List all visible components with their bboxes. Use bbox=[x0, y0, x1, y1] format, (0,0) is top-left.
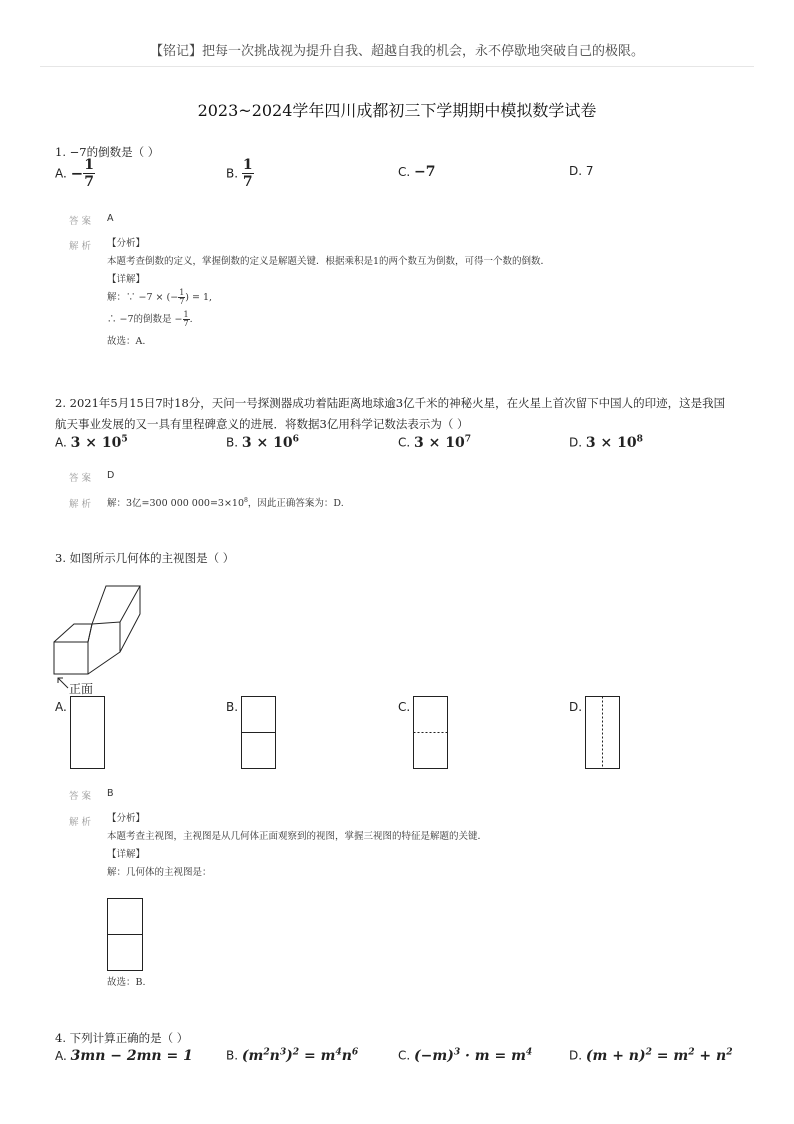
option-math bbox=[414, 435, 471, 451]
option-label: D. bbox=[569, 435, 583, 450]
explanation-line: 故选：A. bbox=[107, 336, 146, 347]
base: 3 × 10 bbox=[585, 434, 637, 451]
front-face bbox=[54, 642, 88, 674]
question-4-stem: 4. 下列计算正确的是（ ） bbox=[55, 1031, 189, 1045]
front-arrow bbox=[58, 678, 68, 688]
option-math: 3mn − 2mn = 1 bbox=[70, 1048, 193, 1064]
q1-answer: A bbox=[107, 213, 114, 224]
q4-option-b[interactable] bbox=[226, 1046, 358, 1064]
q2-option-c[interactable] bbox=[398, 433, 471, 451]
q2-option-a[interactable] bbox=[55, 433, 128, 451]
option-label: B. bbox=[226, 1048, 239, 1063]
motto-banner: 【铭记】把每一次挑战视为提升自我、超越自我的机会，永不停歇地突破自己的极限。 bbox=[149, 44, 644, 59]
option-math bbox=[242, 435, 299, 451]
minus-sign: − bbox=[70, 164, 84, 183]
explanation-line: 解：几何体的主视图是： bbox=[107, 867, 212, 878]
rect-outline bbox=[71, 697, 105, 769]
expr-text: ) = 1, bbox=[185, 292, 213, 303]
denominator: 7 bbox=[183, 319, 189, 328]
option-math bbox=[71, 435, 128, 451]
base: 3 × 10 bbox=[414, 434, 465, 451]
numerator: 1 bbox=[183, 310, 189, 319]
option-label: C. bbox=[398, 435, 411, 450]
q3-answer: B bbox=[107, 788, 114, 799]
q3-solution-figure bbox=[107, 898, 145, 972]
option-label: B. bbox=[226, 435, 239, 450]
q1-option-a[interactable] bbox=[55, 158, 95, 189]
page-title: 2023~2024学年四川成都初三下学期期中模拟数学试卷 bbox=[197, 101, 597, 120]
option-math bbox=[586, 435, 643, 451]
q3-option-b-label[interactable]: B. bbox=[226, 700, 239, 714]
answer-tag: 答案 bbox=[69, 791, 95, 802]
analysis-tag: 解析 bbox=[69, 241, 95, 252]
stem-line: 2. 2021年5月15日7时18分，天问一号探测器成功着陆距离地球逾3亿千米的神秘火星，在火星上首次留下中国人的印迹，这是我国 bbox=[55, 396, 726, 410]
q4-option-a[interactable] bbox=[55, 1048, 193, 1064]
front-label: 正面 bbox=[69, 682, 94, 696]
numerator: 1 bbox=[242, 157, 253, 173]
base: 3 × 10 bbox=[70, 434, 122, 451]
header-divider bbox=[40, 66, 754, 67]
option-label: C. bbox=[398, 165, 411, 179]
q2-answer: D bbox=[107, 470, 115, 481]
option-text: 7 bbox=[585, 164, 594, 178]
q3-option-d-figure[interactable] bbox=[585, 696, 621, 770]
q1-explanation bbox=[107, 235, 550, 351]
expr-text: . bbox=[189, 314, 193, 325]
slanted-face bbox=[92, 586, 140, 624]
fraction bbox=[83, 158, 95, 189]
exponent: 7 bbox=[464, 433, 472, 444]
q1-option-b[interactable] bbox=[226, 158, 254, 189]
q3-option-c-figure[interactable] bbox=[413, 696, 449, 770]
denominator: 7 bbox=[84, 174, 94, 190]
q3-option-a-figure[interactable] bbox=[70, 696, 106, 770]
q2-explanation bbox=[107, 492, 344, 513]
explanation-line: 本题考查主视图，主视图是从几何体正面观察到的视图，掌握三视图的特征是解题的关键． bbox=[107, 831, 488, 842]
analysis-heading: 【分析】 bbox=[107, 813, 146, 824]
option-label: A. bbox=[55, 166, 67, 181]
question-1-stem: 1. −7的倒数是（ ） bbox=[55, 145, 160, 159]
question-3-stem: 3. 如图所示几何体的主视图是（ ） bbox=[55, 551, 235, 565]
expr-text: 解：∵ −7 × (− bbox=[107, 292, 179, 303]
expr-text: ，因此正确答案为：D. bbox=[247, 498, 344, 510]
base: 3 × 10 bbox=[241, 434, 293, 451]
option-label: A. bbox=[55, 435, 67, 450]
option-math: $(m^2n^3)^2 = m^4n^6$ bbox=[241, 1046, 359, 1064]
stem-line: 航天事业发展的又一具有里程碑意义的进展．将数据3亿用科学记数法表示为（ ） bbox=[55, 417, 469, 431]
top-face-lower bbox=[54, 624, 92, 642]
exponent: 8 bbox=[636, 433, 643, 444]
q4-option-c[interactable] bbox=[398, 1046, 532, 1064]
option-math: $(m + n)^2 = m^2 + n^2$ bbox=[585, 1046, 733, 1064]
q3-option-c-label[interactable]: C. bbox=[398, 700, 411, 714]
q4-option-d[interactable] bbox=[569, 1046, 733, 1064]
exponent: 5 bbox=[121, 433, 128, 444]
option-label: D. bbox=[569, 164, 583, 178]
option-math: $(-m)^3 \cdot m = m^4$ bbox=[414, 1046, 533, 1064]
explanation-line bbox=[107, 311, 550, 333]
q3-explanation bbox=[107, 810, 487, 882]
fraction bbox=[242, 158, 254, 189]
exponent: 6 bbox=[292, 433, 299, 444]
exponent: 8 bbox=[244, 497, 248, 504]
q3-option-b-figure[interactable] bbox=[241, 696, 277, 770]
q3-conclusion: 故选：B. bbox=[107, 977, 146, 988]
denominator: 7 bbox=[179, 297, 185, 306]
numerator: 1 bbox=[84, 157, 94, 173]
denominator: 7 bbox=[242, 174, 253, 190]
q2-option-b[interactable] bbox=[226, 433, 299, 451]
analysis-tag: 解析 bbox=[69, 817, 95, 828]
q3-option-d-label[interactable]: D. bbox=[569, 700, 583, 714]
expr-text: 解：3亿=300 000 000=3×10 bbox=[107, 498, 244, 510]
answer-tag: 答案 bbox=[69, 216, 95, 227]
explanation-line: 本题考查倒数的定义，掌握倒数的定义是解题关键．根据乘积是1的两个数互为倒数，可得一个数的倒数． bbox=[107, 256, 551, 267]
question-2-stem bbox=[55, 393, 755, 435]
explanation-line bbox=[107, 289, 550, 311]
edge bbox=[88, 624, 92, 642]
option-label: B. bbox=[226, 166, 239, 181]
q2-option-d[interactable] bbox=[569, 433, 643, 451]
answer-tag: 答案 bbox=[69, 473, 95, 484]
option-label: A. bbox=[55, 1049, 67, 1063]
option-math: −7 bbox=[414, 164, 436, 180]
right-face bbox=[88, 622, 120, 674]
edge bbox=[120, 586, 140, 652]
expr-text: ∴ −7的倒数是 − bbox=[107, 314, 183, 325]
q1-option-d[interactable] bbox=[569, 164, 594, 178]
analysis-tag: 解析 bbox=[69, 499, 95, 510]
detail-heading: 【详解】 bbox=[107, 274, 146, 285]
option-label: D. bbox=[569, 1048, 583, 1063]
q3-option-a-label[interactable]: A. bbox=[55, 700, 67, 714]
analysis-heading: 【分析】 bbox=[107, 238, 146, 249]
numerator: 1 bbox=[179, 288, 185, 297]
fraction bbox=[183, 311, 190, 328]
detail-heading: 【详解】 bbox=[107, 849, 146, 860]
option-label: C. bbox=[398, 1048, 411, 1063]
solid-figure bbox=[40, 584, 150, 699]
q1-option-c[interactable] bbox=[398, 164, 436, 180]
